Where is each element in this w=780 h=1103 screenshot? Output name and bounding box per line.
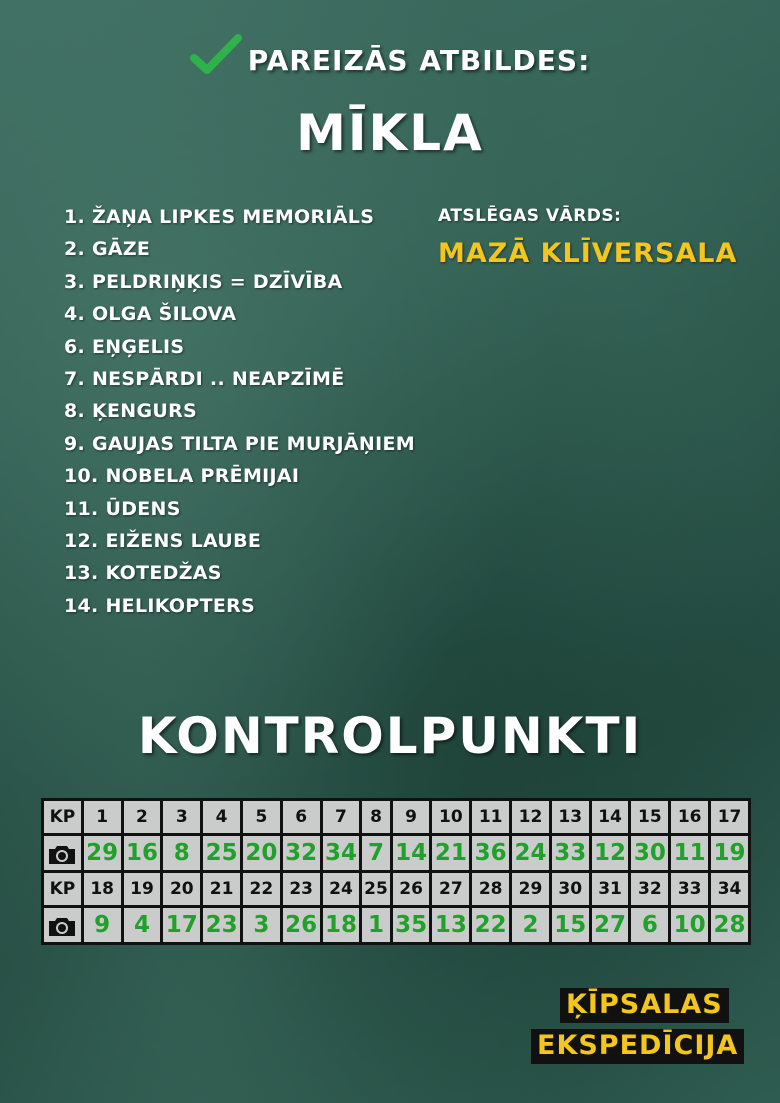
checkpoint-value: 13 xyxy=(431,907,471,944)
checkpoint-number: 13 xyxy=(550,800,590,835)
checkpoint-value: 18 xyxy=(321,907,361,944)
checkpoint-number: 33 xyxy=(670,872,710,907)
keyword-value: MAZĀ KLĪVERSALA xyxy=(438,238,738,269)
checkpoint-number: 24 xyxy=(321,872,361,907)
answer-item: 7. NESPĀRDI .. NEAPZĪMĒ xyxy=(64,367,345,390)
check-icon xyxy=(190,32,242,76)
checkpoint-value: 34 xyxy=(321,835,361,872)
checkpoint-number: 14 xyxy=(590,800,630,835)
checkpoint-value: 10 xyxy=(670,907,710,944)
checkpoint-value: 11 xyxy=(670,835,710,872)
checkpoint-number-row xyxy=(43,872,750,907)
answer-item: 8. ĶENGURS xyxy=(64,400,197,423)
checkpoint-number: 10 xyxy=(431,800,471,835)
checkpoint-number: 20 xyxy=(162,872,202,907)
checkpoint-value: 4 xyxy=(122,907,162,944)
checkpoint-number: 3 xyxy=(162,800,202,835)
answer-item: 11. ŪDENS xyxy=(64,497,181,520)
checkpoint-number: 4 xyxy=(202,800,242,835)
checkpoint-value: 21 xyxy=(431,835,471,872)
checkpoint-number: 21 xyxy=(202,872,242,907)
checkpoint-number: 31 xyxy=(590,872,630,907)
brand-logo-line-2: EKSPEDĪCIJA xyxy=(531,1029,744,1064)
checkpoint-value-row xyxy=(43,835,750,872)
answers-header xyxy=(0,44,780,77)
checkpoint-number: 23 xyxy=(281,872,321,907)
checkpoint-number: 25 xyxy=(361,872,391,907)
checkpoint-value-row xyxy=(43,907,750,944)
checkpoint-value: 29 xyxy=(82,835,122,872)
checkpoint-value: 33 xyxy=(550,835,590,872)
checkpoints-title: KONTROLPUNKTI xyxy=(137,707,643,765)
checkpoint-value: 9 xyxy=(82,907,122,944)
checkpoint-value: 22 xyxy=(471,907,511,944)
kp-label: KP xyxy=(43,800,83,835)
answer-item: 2. GĀZE xyxy=(64,238,151,261)
checkpoint-value: 25 xyxy=(202,835,242,872)
checkpoint-value: 8 xyxy=(162,835,202,872)
checkpoint-value: 16 xyxy=(122,835,162,872)
checkpoint-number: 18 xyxy=(82,872,122,907)
checkpoint-value: 12 xyxy=(590,835,630,872)
checkpoint-value: 23 xyxy=(202,907,242,944)
answers-list xyxy=(64,206,415,627)
checkpoint-number: 9 xyxy=(391,800,431,835)
camera-cell xyxy=(43,907,83,944)
puzzle-title: MĪKLA xyxy=(296,104,484,162)
checkpoint-number: 5 xyxy=(241,800,281,835)
camera-icon xyxy=(46,914,78,938)
checkpoint-value: 28 xyxy=(710,907,750,944)
checkpoint-number: 6 xyxy=(281,800,321,835)
checkpoint-number: 12 xyxy=(511,800,551,835)
checkpoint-value: 6 xyxy=(630,907,670,944)
checkpoint-value: 27 xyxy=(590,907,630,944)
checkpoint-number: 32 xyxy=(630,872,670,907)
checkpoint-number: 34 xyxy=(710,872,750,907)
keyword-label: ATSLĒGAS VĀRDS: xyxy=(438,206,622,226)
checkpoint-number: 28 xyxy=(471,872,511,907)
checkpoint-value: 3 xyxy=(241,907,281,944)
camera-icon xyxy=(46,842,78,866)
checkpoint-value: 7 xyxy=(361,835,391,872)
checkpoint-value: 17 xyxy=(162,907,202,944)
checkpoint-value: 2 xyxy=(511,907,551,944)
checkpoint-value: 35 xyxy=(391,907,431,944)
answer-item: 3. PELDRIŅĶIS = DZĪVĪBA xyxy=(64,270,343,293)
answer-item: 4. OLGA ŠILOVA xyxy=(64,303,237,326)
camera-cell xyxy=(43,835,83,872)
checkpoint-value: 24 xyxy=(511,835,551,872)
checkpoint-value: 14 xyxy=(391,835,431,872)
kp-label: KP xyxy=(43,872,83,907)
checkpoint-value: 36 xyxy=(471,835,511,872)
checkpoint-number-row xyxy=(43,800,750,835)
answers-title: PAREIZĀS ATBILDES: xyxy=(247,44,591,77)
answer-item: 12. EIŽENS LAUBE xyxy=(64,529,262,552)
checkpoint-value: 15 xyxy=(550,907,590,944)
answer-item: 14. HELIKOPTERS xyxy=(64,594,256,617)
checkpoint-value: 1 xyxy=(361,907,391,944)
checkpoint-number: 27 xyxy=(431,872,471,907)
checkpoint-value: 26 xyxy=(281,907,321,944)
checkpoint-number: 17 xyxy=(710,800,750,835)
checkpoint-number: 26 xyxy=(391,872,431,907)
checkpoint-table xyxy=(41,798,751,945)
answer-item: 9. GAUJAS TILTA PIE MURJĀŅIEM xyxy=(64,432,415,455)
checkpoint-number: 29 xyxy=(511,872,551,907)
checkpoint-number: 1 xyxy=(82,800,122,835)
checkpoint-value: 20 xyxy=(241,835,281,872)
checkpoint-number: 8 xyxy=(361,800,391,835)
answer-item: 1. ŽAŅA LIPKES MEMORIĀLS xyxy=(64,206,375,228)
answer-item: 13. KOTEDŽAS xyxy=(64,562,222,585)
checkpoint-number: 2 xyxy=(122,800,162,835)
checkpoint-number: 16 xyxy=(670,800,710,835)
checkpoint-value: 19 xyxy=(710,835,750,872)
checkpoint-number: 7 xyxy=(321,800,361,835)
answer-item: 10. NOBELA PRĒMIJAI xyxy=(64,465,300,488)
checkpoint-value: 30 xyxy=(630,835,670,872)
checkpoint-value: 32 xyxy=(281,835,321,872)
checkpoint-number: 19 xyxy=(122,872,162,907)
checkpoint-number: 11 xyxy=(471,800,511,835)
checkpoint-number: 15 xyxy=(630,800,670,835)
checkpoint-number: 30 xyxy=(550,872,590,907)
brand-logo-line-1: ĶĪPSALAS xyxy=(560,988,729,1023)
checkpoint-number: 22 xyxy=(241,872,281,907)
answer-item: 6. EŅĢELIS xyxy=(64,335,185,358)
